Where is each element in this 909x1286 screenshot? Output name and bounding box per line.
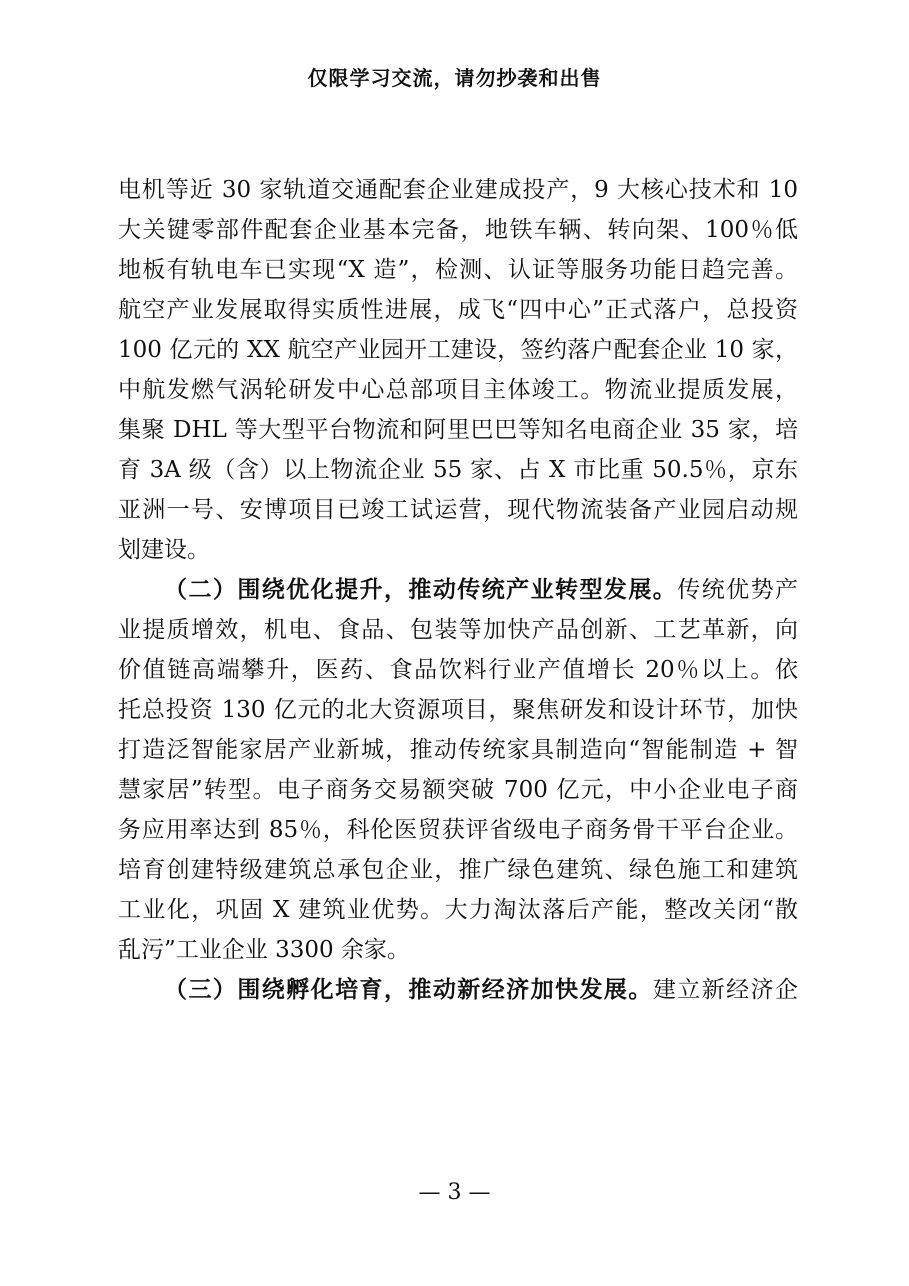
heading-continuation: 传统优势产 — [677, 577, 799, 603]
paragraph-1 — [118, 170, 798, 570]
text-line: 乱污”工业企业 3300 余家。 — [118, 937, 410, 963]
body-text — [118, 170, 798, 1010]
text-line: 培育创建特级建筑总承包企业，推广绿色建筑、绿色施工和建筑 — [118, 857, 798, 883]
paragraph-3 — [118, 970, 798, 1010]
text-line: 中航发燃气涡轮研发中心总部项目主体竣工。物流业提质发展， — [118, 377, 798, 403]
text-line: 托总投资 130 亿元的北大资源项目，聚焦研发和设计环节，加快 — [118, 697, 798, 723]
text-line: 价值链高端攀升，医药、食品饮料行业产值增长 20％以上。依 — [118, 657, 798, 683]
page-number: — 3 — — [418, 1180, 491, 1205]
text-line: 慧家居”转型。电子商务交易额突破 700 亿元，中小企业电子商 — [118, 777, 798, 803]
text-line: 打造泛智能家居产业新城，推动传统家具制造向“智能制造 + 智 — [118, 737, 798, 763]
text-line: 工业化，巩固 X 建筑业优势。大力淘汰落后产能，整改关闭“散 — [118, 897, 798, 923]
text-line: 电机等近 30 家轨道交通配套企业建成投产，9 大核心技术和 10 — [118, 177, 798, 203]
page-header: 仅限学习交流，请勿抄袭和出售 — [307, 66, 602, 90]
paragraph-2 — [118, 570, 798, 970]
text-line: 育 3A 级（含）以上物流企业 55 家、占 X 市比重 50.5％，京东 — [118, 457, 798, 483]
text-line: 集聚 DHL 等大型平台物流和阿里巴巴等知名电商企业 35 家，培 — [118, 417, 798, 443]
text-line: 业提质增效，机电、食品、包装等加快产品创新、工艺革新，向 — [118, 617, 798, 643]
paragraph-first-line — [118, 970, 798, 1010]
text-line: 100 亿元的 XX 航空产业园开工建设，签约落户配套企业 10 家， — [118, 337, 798, 363]
section-heading: （二）围绕优化提升，推动传统产业转型发展。 — [164, 577, 678, 603]
text-line: 划建设。 — [118, 537, 210, 563]
section-heading: （三）围绕孵化培育，推动新经济加快发展。 — [164, 977, 653, 1003]
paragraph-first-line — [118, 570, 798, 610]
text-line: 务应用率达到 85％，科伦医贸获评省级电子商务骨干平台企业。 — [118, 817, 798, 843]
text-line: 航空产业发展取得实质性进展，成飞“四中心”正式落户，总投资 — [118, 297, 798, 323]
heading-continuation: 建立新经济企 — [652, 977, 799, 1003]
text-line: 地板有轨电车已实现“X 造”，检测、认证等服务功能日趋完善。 — [118, 257, 798, 283]
text-line: 大关键零部件配套企业基本完备，地铁车辆、转向架、100％低 — [118, 217, 798, 243]
text-line: 亚洲一号、安博项目已竣工试运营，现代物流装备产业园启动规 — [118, 497, 798, 523]
